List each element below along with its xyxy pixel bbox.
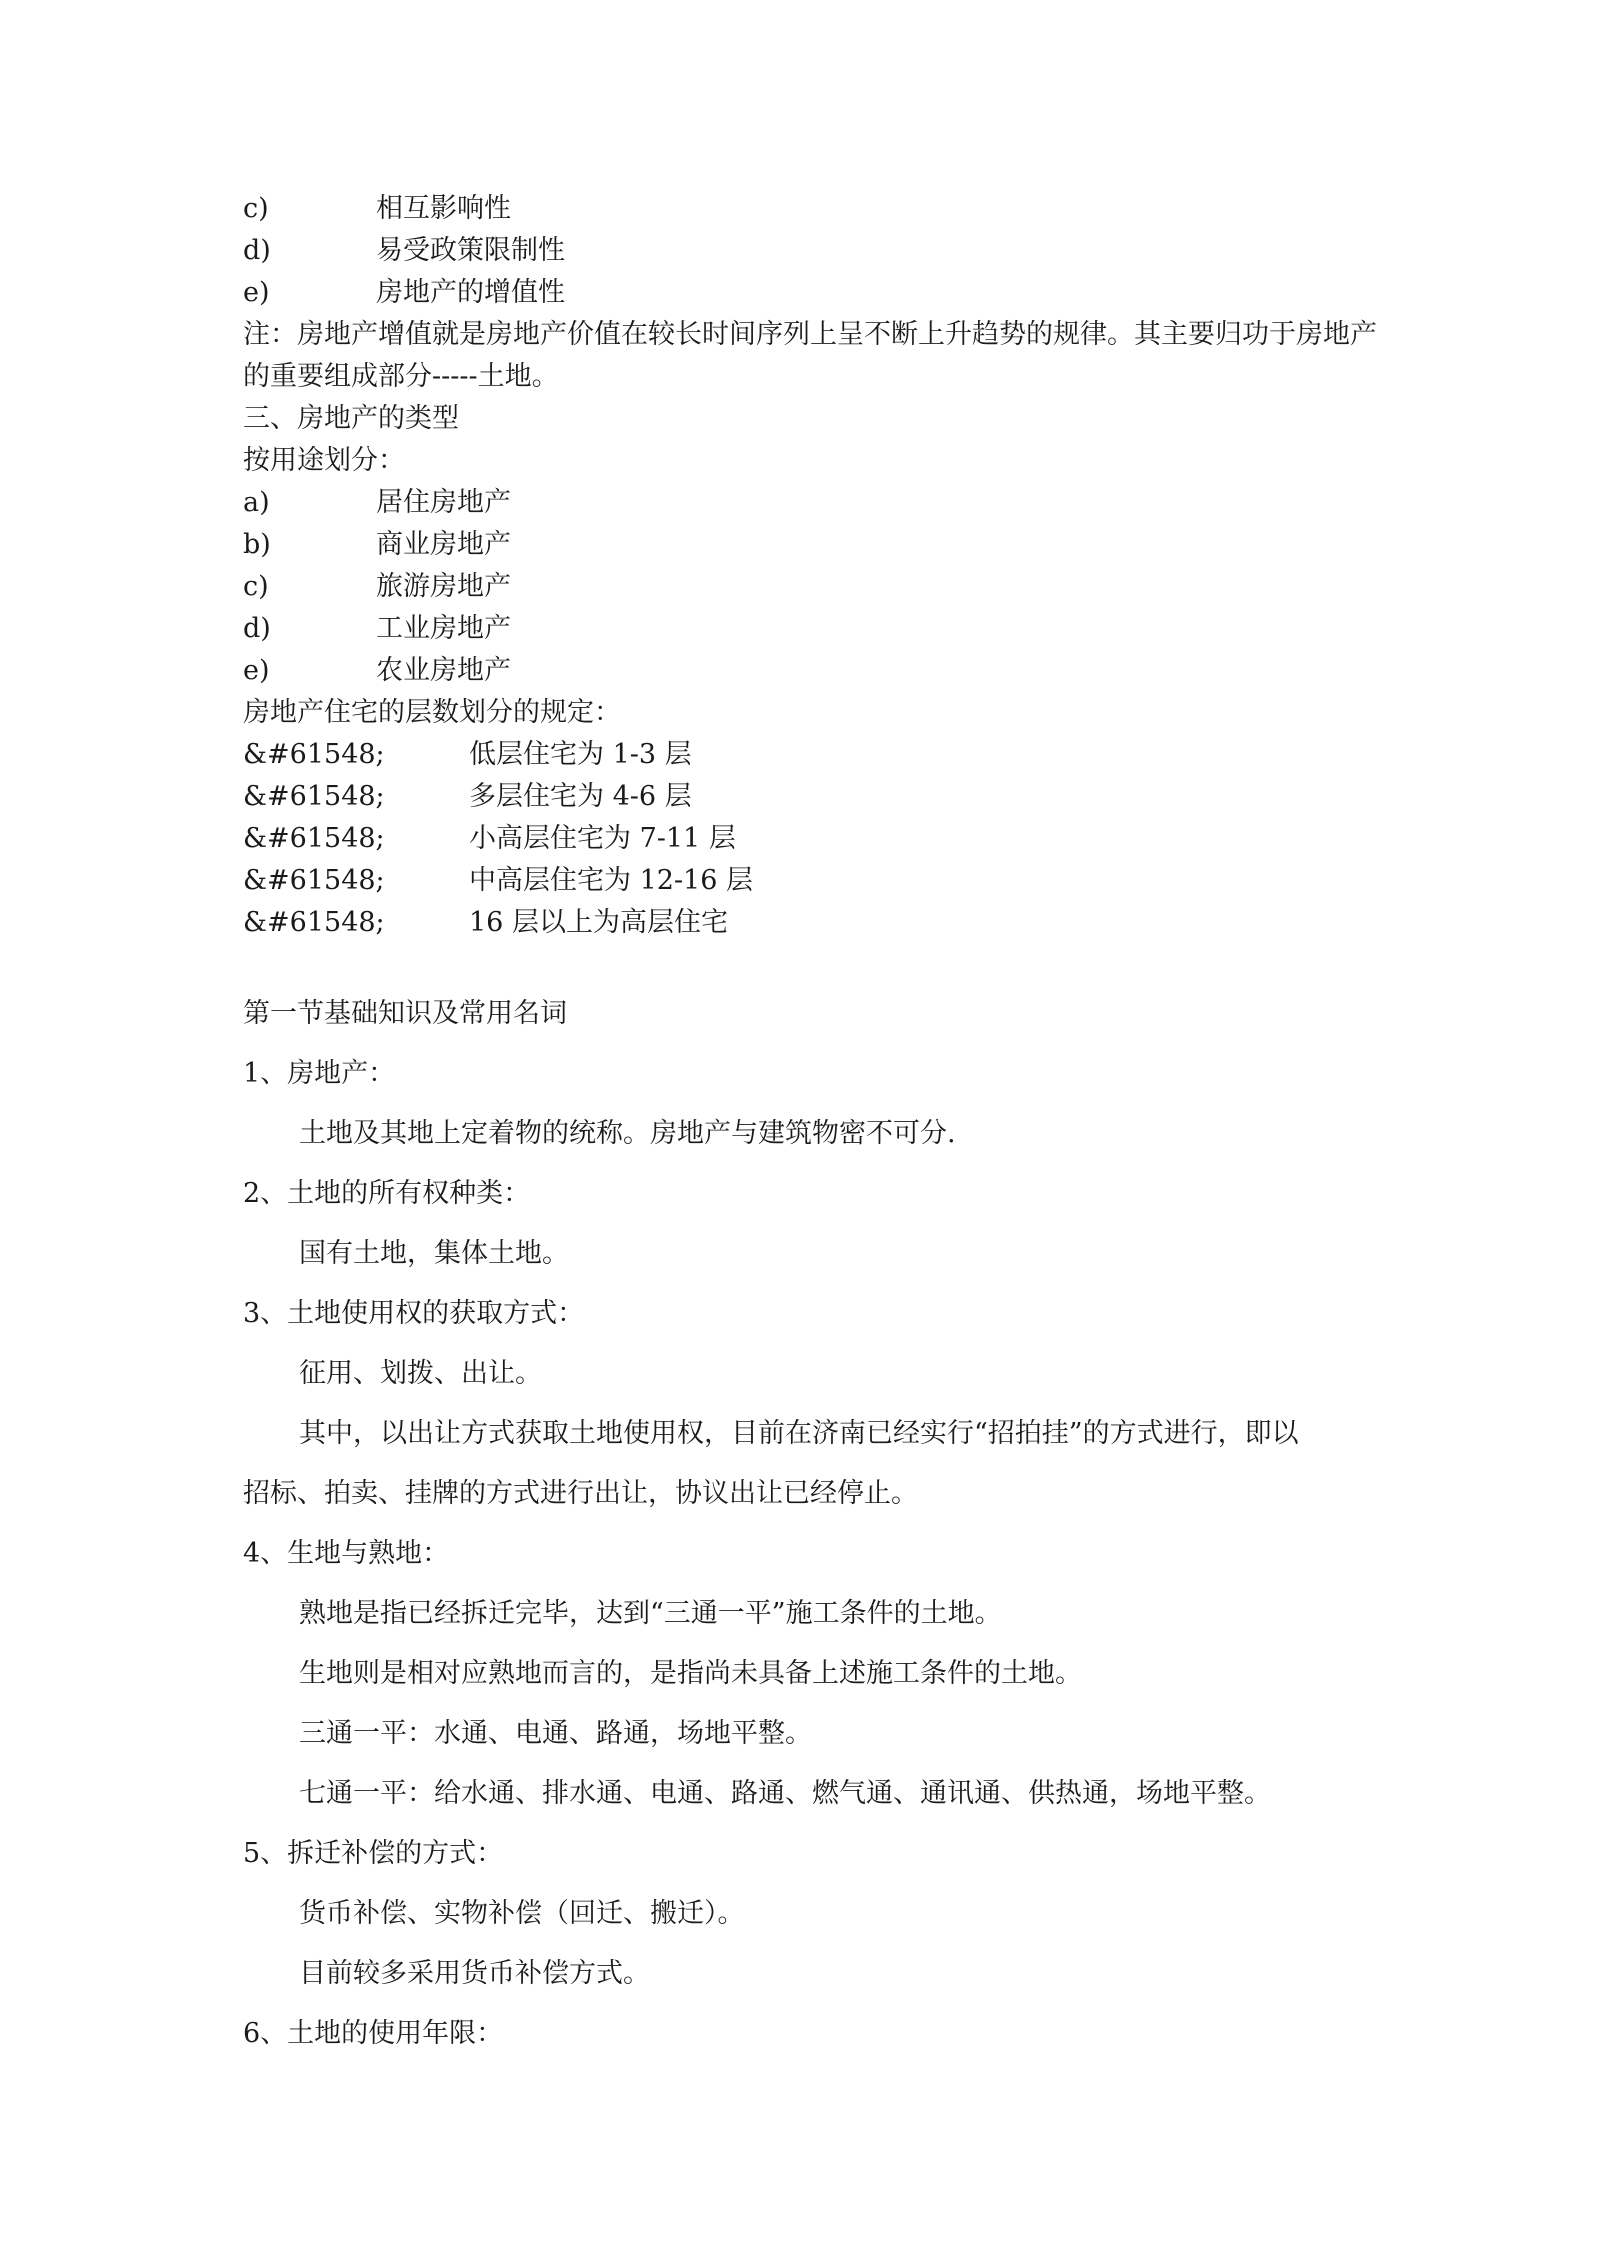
list-item <box>243 188 1383 230</box>
item-paragraph: 三通一平：水通、电通、路通，场地平整。 <box>299 1718 812 1749</box>
list-marker: e) <box>243 655 270 686</box>
document-page <box>243 188 1383 2064</box>
list-marker: a) <box>243 487 270 518</box>
list-item <box>243 482 1383 524</box>
list-marker: &#61548; <box>243 907 385 938</box>
list-text: 相互影响性 <box>376 193 511 224</box>
list-text: 居住房地产 <box>376 487 511 518</box>
list-marker: &#61548; <box>243 781 385 812</box>
list-item <box>243 272 1383 314</box>
item-paragraph: 征用、划拨、出让。 <box>299 1358 542 1389</box>
list-item <box>243 650 1383 692</box>
list-text: 房地产的增值性 <box>376 277 565 308</box>
item-heading: 5、拆迁补偿的方式： <box>243 1838 504 1869</box>
subheading: 房地产住宅的层数划分的规定： <box>243 697 621 728</box>
item-paragraph: 货币补偿、实物补偿（回迁、搬迁）。 <box>299 1898 745 1929</box>
list-marker: &#61548; <box>243 865 385 896</box>
list-item <box>243 734 1383 776</box>
list-item <box>243 902 1383 944</box>
list-marker: &#61548; <box>243 823 385 854</box>
list-text: 低层住宅为 1-3 层 <box>469 739 692 770</box>
list-item <box>243 860 1383 902</box>
list-text: 多层住宅为 4-6 层 <box>469 781 692 812</box>
item-paragraph: 国有土地，集体土地。 <box>299 1238 569 1269</box>
list-text: 工业房地产 <box>376 613 511 644</box>
list-marker: c) <box>243 571 269 602</box>
item-heading: 1、房地产： <box>243 1058 396 1089</box>
list-text: 小高层住宅为 7-11 层 <box>469 823 736 854</box>
list-item <box>243 818 1383 860</box>
item-heading: 4、生地与熟地： <box>243 1538 450 1569</box>
list-marker: d) <box>243 613 271 644</box>
list-text: 农业房地产 <box>376 655 511 686</box>
list-marker: b) <box>243 529 271 560</box>
list-item <box>243 776 1383 818</box>
item-paragraph: 熟地是指已经拆迁完毕，达到“三通一平”施工条件的土地。 <box>299 1598 1002 1629</box>
list-text: 16 层以上为高层住宅 <box>469 907 728 938</box>
list-item <box>243 230 1383 272</box>
item-paragraph-continuation: 招标、拍卖、挂牌的方式进行出让，协议出让已经停止。 <box>243 1478 918 1509</box>
list-text: 中高层住宅为 12-16 层 <box>469 865 754 896</box>
subheading: 按用途划分： <box>243 445 405 476</box>
item-heading: 6、土地的使用年限： <box>243 2018 504 2049</box>
list-marker: e) <box>243 277 270 308</box>
item-paragraph: 七通一平：给水通、排水通、电通、路通、燃气通、通讯通、供热通，场地平整。 <box>299 1778 1271 1809</box>
list-item <box>243 524 1383 566</box>
chapter-title: 第一节基础知识及常用名词 <box>243 998 567 1029</box>
list-text: 商业房地产 <box>376 529 511 560</box>
item-heading: 3、土地使用权的获取方式： <box>243 1298 585 1329</box>
list-item <box>243 608 1383 650</box>
spacer <box>243 944 1383 984</box>
list-item <box>243 566 1383 608</box>
item-paragraph: 其中，以出让方式获取土地使用权，目前在济南已经实行“招拍挂”的方式进行，即以 <box>299 1418 1299 1449</box>
list-text: 旅游房地产 <box>376 571 511 602</box>
section-heading: 三、房地产的类型 <box>243 403 459 434</box>
list-marker: &#61548; <box>243 739 385 770</box>
item-paragraph: 目前较多采用货币补偿方式。 <box>299 1958 650 1989</box>
list-text: 易受政策限制性 <box>376 235 565 266</box>
note-paragraph: 注：房地产增值就是房地产价值在较长时间序列上呈不断上升趋势的规律。其主要归功于房地产的重要组成部分-----土地。 <box>243 319 1377 392</box>
item-heading: 2、土地的所有权种类： <box>243 1178 531 1209</box>
list-marker: c) <box>243 193 269 224</box>
item-paragraph: 生地则是相对应熟地而言的，是指尚未具备上述施工条件的土地。 <box>299 1658 1082 1689</box>
list-marker: d) <box>243 235 271 266</box>
item-paragraph: 土地及其地上定着物的统称。房地产与建筑物密不可分. <box>299 1118 956 1149</box>
